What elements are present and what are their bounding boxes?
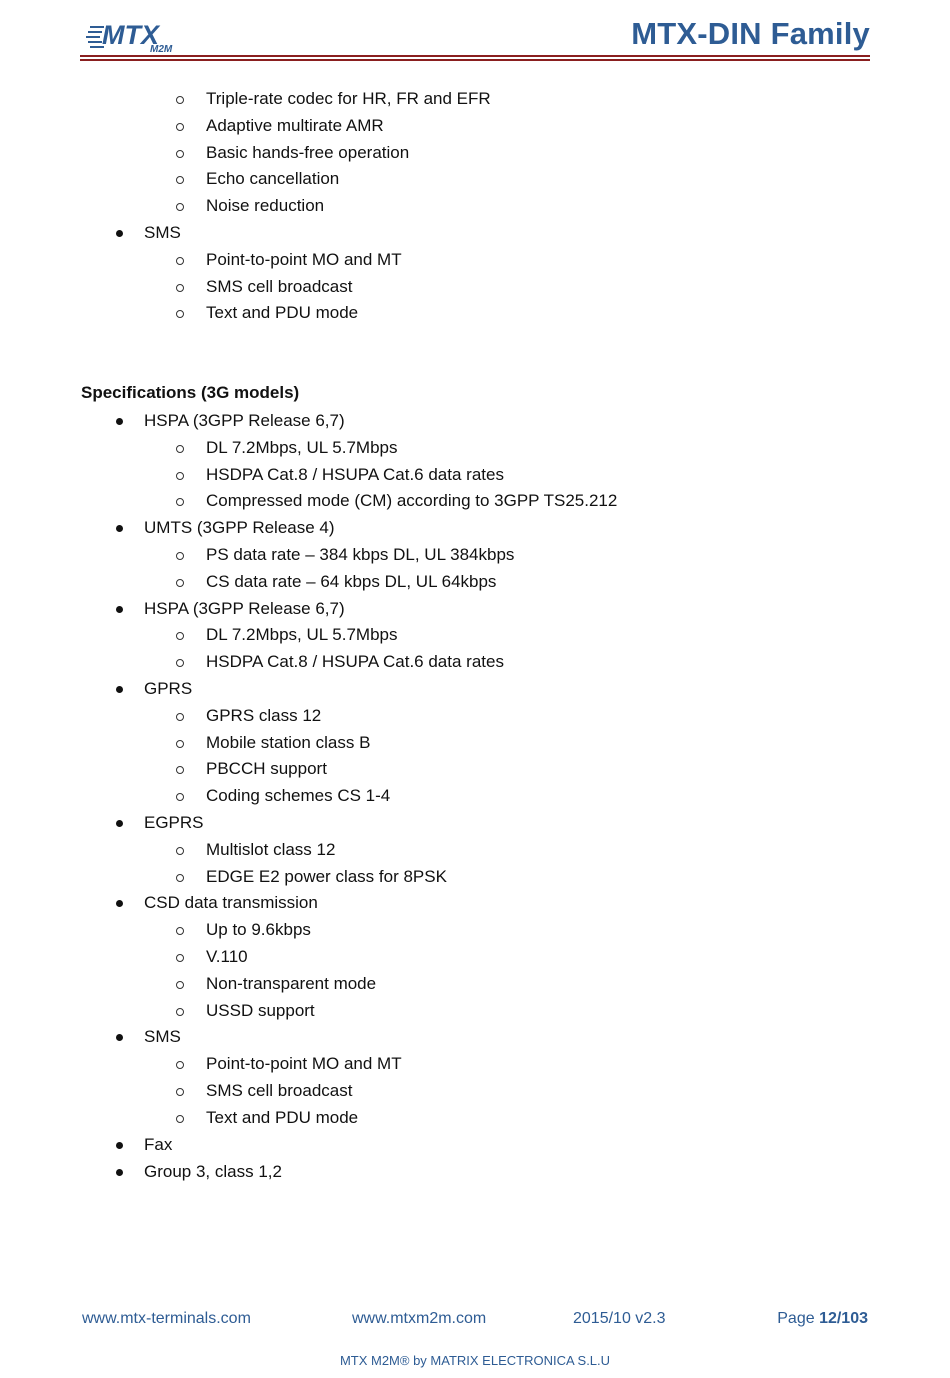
circle-bullet-icon [176,954,184,962]
circle-bullet-icon [176,766,184,774]
circle-bullet-icon [176,552,184,560]
list-item: Group 3, class 1,2 [144,1162,282,1182]
page-count: 12/103 [819,1310,868,1327]
circle-bullet-icon [176,150,184,158]
footer-version: 2015/10 v2.3 [573,1310,666,1327]
circle-bullet-icon [176,445,184,453]
list-item: GPRS [144,679,193,698]
circle-bullet-icon [176,284,184,292]
page-footer [80,1310,870,1370]
circle-bullet-icon [176,927,184,935]
footer-page-number [777,1310,868,1328]
footer-company: MTX M2M® by MATRIX ELECTRONICA S.L.U [339,1353,611,1368]
circle-bullet-icon [176,659,184,667]
circle-bullet-icon [176,1061,184,1069]
sub-list-item: Text and PDU mode [206,303,359,323]
circle-bullet-icon [176,498,184,506]
sub-list-item: GPRS class 12 [206,705,322,725]
sub-list-item: USSD support [206,1000,315,1020]
sub-list-item: Coding schemes CS 1-4 [206,786,391,806]
mtx-logo [86,20,190,54]
sub-list-item: Multislot class 12 [206,839,336,859]
circle-bullet-icon [176,579,184,587]
bullet-icon [116,1169,123,1176]
list-item: SMS [144,1027,181,1047]
circle-bullet-icon [176,740,184,748]
sub-list-item: Up to 9.6kbps [206,920,311,940]
circle-bullet-icon [176,847,184,855]
list-item: EGPRS [144,813,204,832]
page-header [80,14,870,64]
bullet-icon [116,230,123,237]
sub-list-item: Basic hands-free operation [206,142,410,162]
sub-list-item: PS data rate – 384 kbps DL, UL 384kbps [206,545,515,564]
page-label: Page [777,1310,820,1327]
sub-list-item: DL 7.2Mbps, UL 5.7Mbps [206,437,398,457]
sub-list-item: Echo cancellation [206,169,340,189]
bullet-icon [116,686,123,693]
footer-link-m2m[interactable]: www.mtxm2m.com [352,1310,487,1327]
sub-list-item: SMS cell broadcast [206,276,353,296]
sub-list-item: Compressed mode (CM) according to 3GPP TS25.212 [206,491,618,511]
sub-list-item: CS data rate – 64 kbps DL, UL 64kbps [206,571,497,591]
svg-text:M2M: M2M [150,44,173,54]
sub-list-item: SMS cell broadcast [206,1081,353,1100]
circle-bullet-icon [176,793,184,801]
list-item: UMTS (3GPP Release 4) [144,518,335,538]
sub-list-item: DL 7.2Mbps, UL 5.7Mbps [206,625,398,645]
sub-list-item: Adaptive multirate AMR [206,115,384,135]
sub-list-item: Non-transparent mode [206,973,377,993]
svg-text:MTX: MTX [102,20,159,50]
circle-bullet-icon [176,981,184,989]
bullet-icon [116,900,123,907]
bullet-icon [116,606,123,613]
circle-bullet-icon [176,123,184,131]
footer-link-terminals[interactable]: www.mtx-terminals.com [82,1310,251,1327]
circle-bullet-icon [176,310,184,318]
header-rule-2 [80,59,870,61]
list-item: HSPA (3GPP Release 6,7) [144,411,345,430]
circle-bullet-icon [176,1115,184,1123]
circle-bullet-icon [176,203,184,211]
bullet-icon [116,1142,123,1149]
list-item: CSD data transmission [144,893,318,913]
sub-list-item: V.110 [206,947,248,966]
bullet-icon [116,820,123,827]
circle-bullet-icon [176,1008,184,1016]
header-rule [80,55,870,57]
sub-list-item: Point-to-point MO and MT [206,1054,402,1074]
sub-list-item: Noise reduction [206,196,325,216]
sub-list-item: Mobile station class B [206,732,371,752]
circle-bullet-icon [176,472,184,480]
list-item: Fax [144,1134,173,1154]
bullet-icon [116,1034,123,1041]
circle-bullet-icon [176,176,184,184]
bullet-icon [116,525,123,532]
circle-bullet-icon [176,874,184,882]
sub-list-item: PBCCH support [206,759,327,779]
list-item: SMS [144,223,181,242]
sub-list-item: Triple-rate codec for HR, FR and EFR [206,89,491,108]
bullet-icon [116,418,123,425]
circle-bullet-icon [176,96,184,104]
sub-list-item: Point-to-point MO and MT [206,249,402,269]
circle-bullet-icon [176,1088,184,1096]
sub-list-item: HSDPA Cat.8 / HSUPA Cat.6 data rates [206,652,504,672]
circle-bullet-icon [176,257,184,265]
document-title: MTX-DIN Family [631,16,870,51]
sub-list-item: EDGE E2 power class for 8PSK [206,866,447,886]
section-heading: Specifications (3G models) [81,383,300,402]
sub-list-item: Text and PDU mode [206,1107,359,1127]
circle-bullet-icon [176,713,184,721]
sub-list-item: HSDPA Cat.8 / HSUPA Cat.6 data rates [206,464,504,484]
circle-bullet-icon [176,632,184,640]
list-item: HSPA (3GPP Release 6,7) [144,598,345,618]
